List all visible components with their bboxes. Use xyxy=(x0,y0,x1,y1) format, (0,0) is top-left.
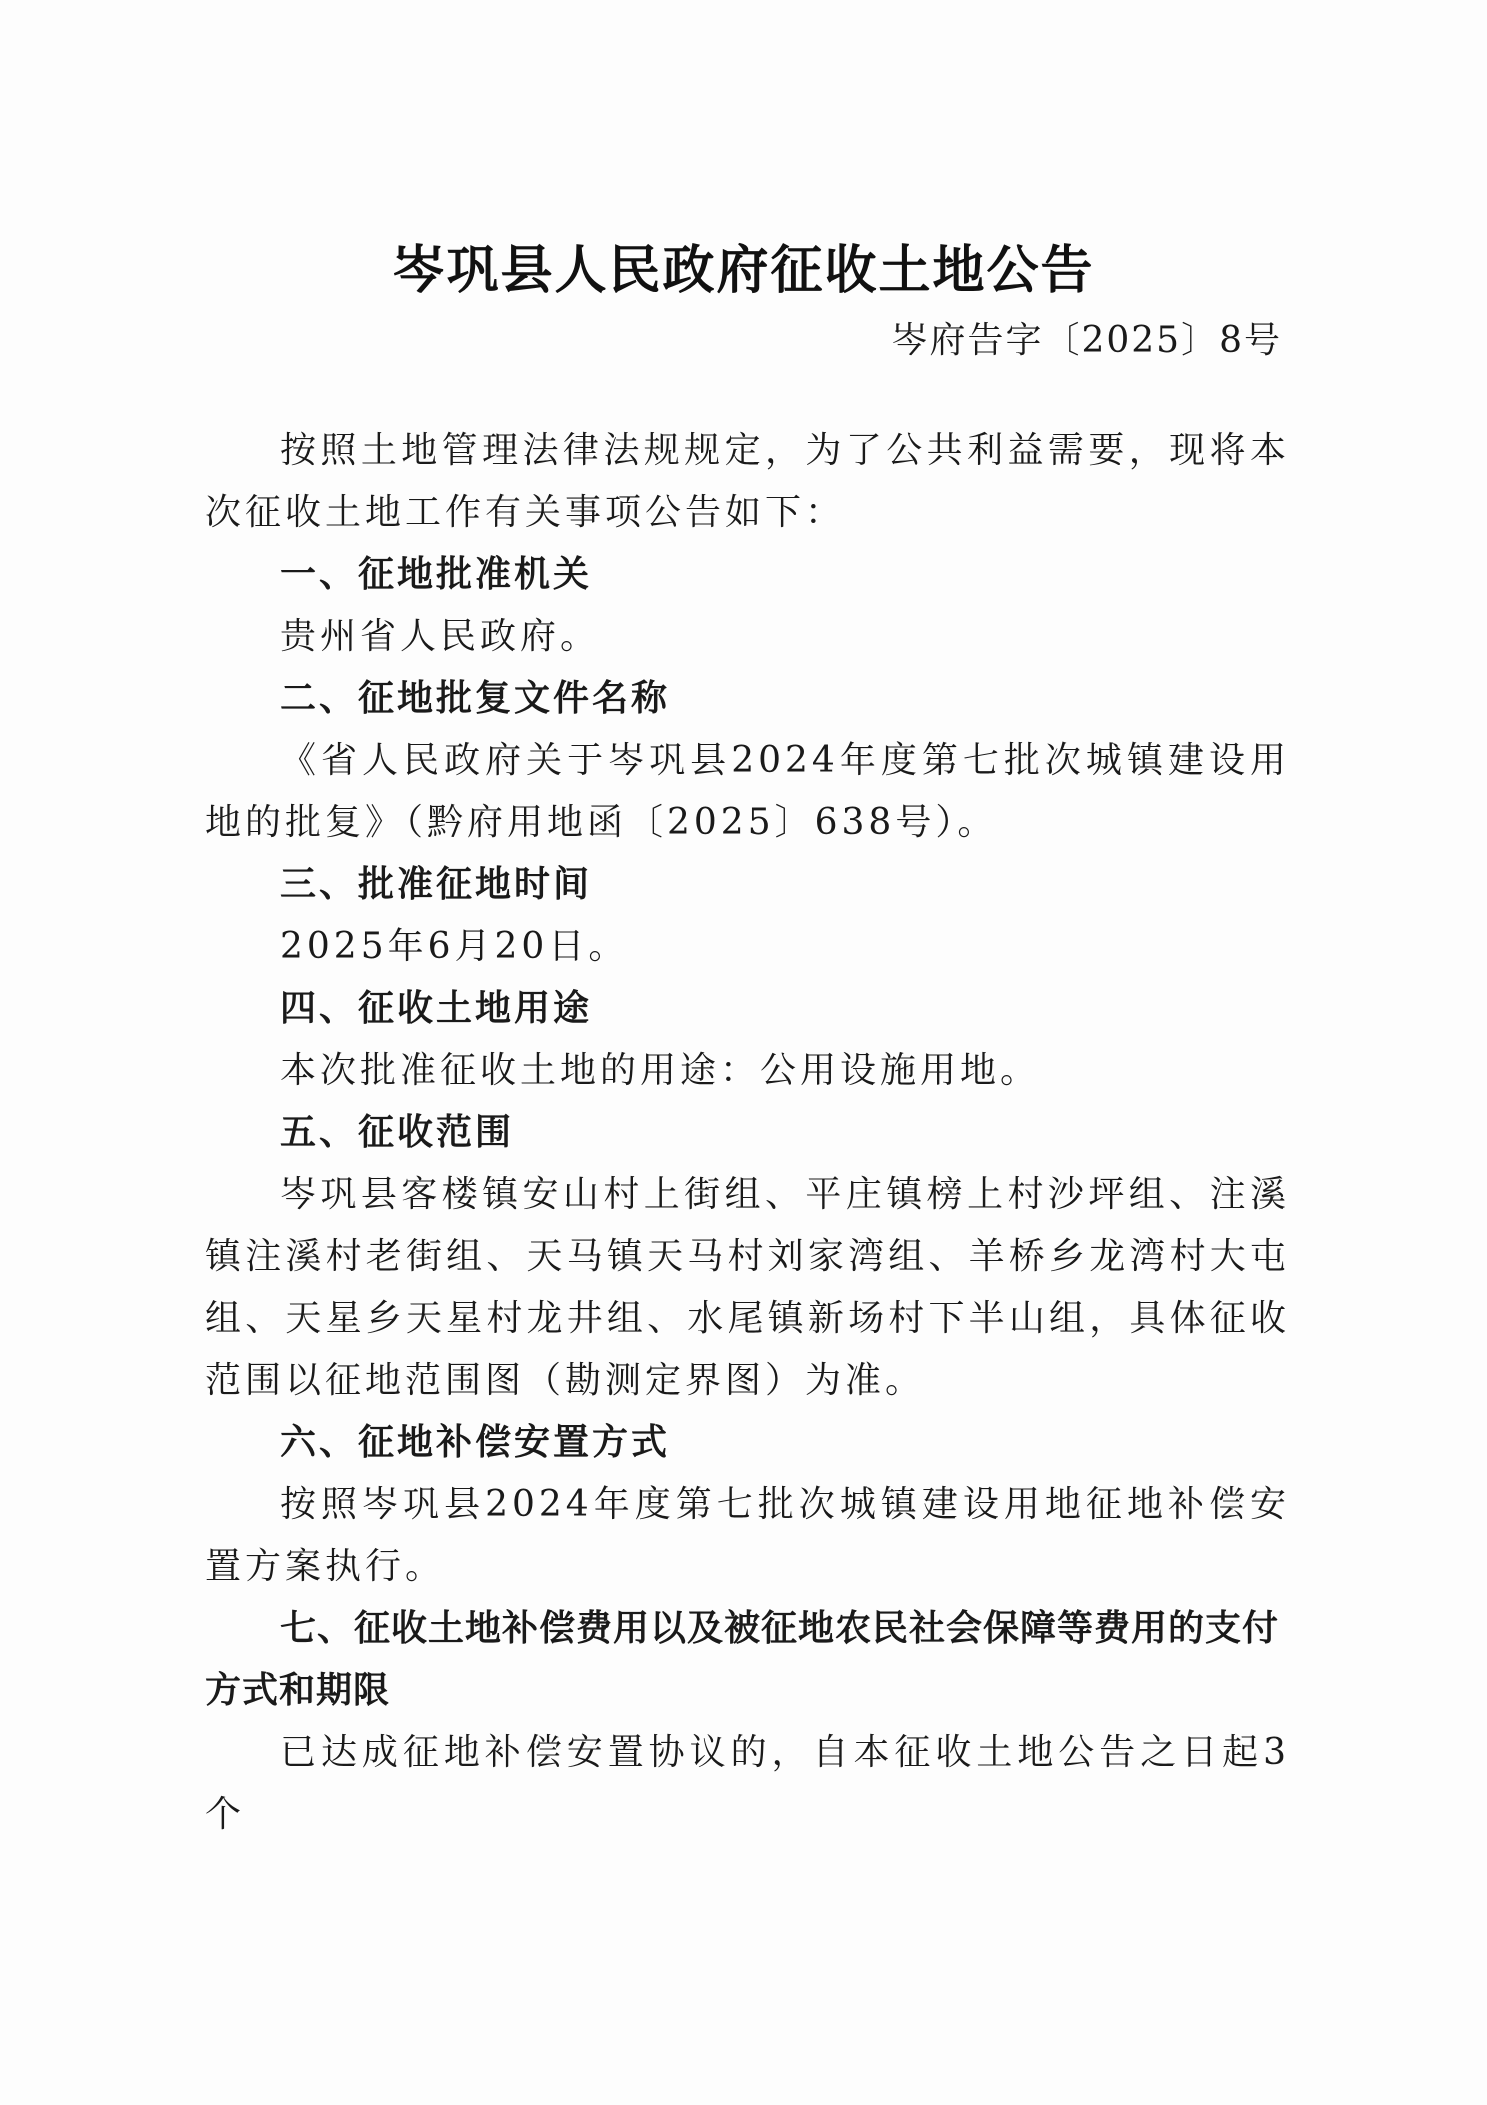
section-body-land-use: 本次批准征收土地的用途：公用设施用地。 xyxy=(280,1050,1041,1091)
section-heading-compensation-method: 六、征地补偿安置方式 xyxy=(280,1422,671,1463)
section-body-approval-date: 2025年6月20日。 xyxy=(280,926,629,967)
section-heading-land-use: 四、征收土地用途 xyxy=(280,988,593,1029)
document-title: 岑巩县人民政府征收土地公告 xyxy=(392,241,1095,301)
section-heading-approval-date: 三、批准征地时间 xyxy=(280,864,593,905)
intro-paragraph: 按照土地管理法律法规规定，为了公共利益需要，现将本次征收土地工作有关事项公告如下： xyxy=(205,430,1290,533)
section-heading-scope: 五、征收范围 xyxy=(280,1112,515,1153)
document-number: 岑府告字〔2025〕8号 xyxy=(891,320,1282,361)
section-body-payment-terms: 已达成征地补偿安置协议的，自本征收土地公告之日起3个 xyxy=(205,1732,1290,1835)
section-body-approval-document: 《省人民政府关于岑巩县2024年度第七批次城镇建设用地的批复》（黔府用地函〔2025〕638号）。 xyxy=(205,740,1290,843)
section-heading-approval-authority: 一、征地批准机关 xyxy=(280,554,593,595)
section-heading-payment-terms: 七、征收土地补偿费用以及被征地农民社会保障等费用的支付方式和期限 xyxy=(205,1608,1280,1711)
section-body-approval-authority: 贵州省人民政府。 xyxy=(280,616,601,657)
section-body-compensation-method: 按照岑巩县2024年度第七批次城镇建设用地征地补偿安置方案执行。 xyxy=(205,1484,1290,1587)
section-body-scope: 岑巩县客楼镇安山村上街组、平庄镇榜上村沙坪组、注溪镇注溪村老街组、天马镇天马村刘家湾组、羊桥乡龙湾村大屯组、天星乡天星村龙井组、水尾镇新场村下半山组，具体征收范围以征地范围图（勘测定界图）为准。 xyxy=(205,1174,1290,1401)
section-heading-approval-document: 二、征地批复文件名称 xyxy=(280,678,671,719)
document-body xyxy=(205,420,1290,1846)
